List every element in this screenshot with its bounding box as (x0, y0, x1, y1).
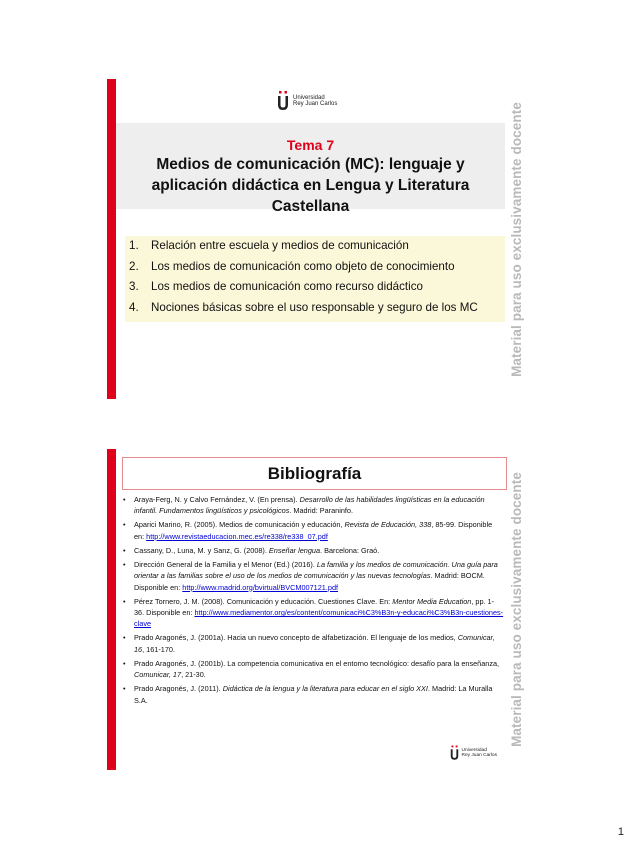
ref-text: . Madrid: La Muralla S.A. (134, 684, 493, 705)
slide-title: Medios de comunicación (MC): lenguaje y aplicación didáctica en Lengua y Literatura Castellana (151, 156, 470, 215)
logo-line-2: Rey Juan Carlos (461, 753, 497, 758)
topic-number: 4. (129, 300, 139, 314)
urjc-logo-icon (450, 745, 459, 761)
topic-number: 3. (129, 280, 139, 293)
reference-item (122, 683, 504, 706)
ref-text: , 85-99. Disponible en: (134, 520, 493, 541)
bullet: • (123, 495, 126, 504)
watermark-text: Material para uso exclusivamente docente (508, 472, 524, 747)
reference-item (122, 545, 504, 556)
ref-italic: Didáctica de la lengua y la literatura para educar en el siglo XXI (222, 684, 428, 694)
ref-text: Prado Aragonés, J. (2011). (134, 684, 223, 694)
ref-text: , 21-30. (181, 670, 206, 680)
reference-item (122, 596, 504, 630)
urjc-logo-icon (277, 91, 289, 111)
university-logo (277, 91, 337, 111)
logo-line-1: Universidad (461, 747, 487, 753)
topic-text: Los medios de comunicación como objeto de conocimiento (151, 259, 455, 273)
topic-number: 2. (129, 259, 139, 273)
reference-item (122, 494, 504, 517)
ref-link[interactable]: http://www.revistaeducacion.mec.es/re338/re338_07.pdf (146, 531, 328, 541)
reference-item (122, 519, 504, 542)
ref-link[interactable]: http://www.madrid.org/bvirtual/BVCM007121.pdf (182, 582, 339, 592)
ref-text: , 161-170. (142, 644, 175, 654)
ref-italic: Comunicar, 17 (134, 670, 182, 680)
topic-number: 1. (129, 239, 139, 252)
bullet: • (123, 633, 126, 643)
bullet: • (123, 596, 126, 606)
topic-text: Los medios de comunicación como recurso didáctico (151, 280, 423, 293)
topic-text: Nociones básicas sobre el uso responsable y seguro de los MC (151, 300, 478, 314)
ref-text: Pérez Tornero, J. M. (2008). Comunicación y educación. Cuestiones Clave. En: (134, 596, 393, 606)
ref-italic: Desarrollo de las habilidades lingüísticas en la educación infantil. Fundamentos lingüísticos y psicológicos (134, 495, 485, 516)
references-list (122, 494, 504, 709)
tema-label: Tema 7 (286, 137, 335, 153)
bullet: • (123, 545, 126, 555)
topics-list (125, 236, 505, 322)
ref-text: . Madrid: BOCM. Disponible en: (134, 571, 485, 592)
ref-italic: La familia y los medios de comunicación. Una guía para orientar a las familias sobre el uso de los medios de comunicación y las nuevas tecnologías (134, 559, 498, 581)
reference-item (122, 658, 504, 681)
watermark-vertical (505, 79, 527, 399)
ref-text: . Barcelona: Graó. (320, 545, 380, 555)
ref-text: Prado Aragonés, J. (2001b). La competencia comunicativa en el entorno tecnológico: desafío para la enseñanza, (134, 658, 500, 668)
slide-tema-7 (107, 79, 527, 399)
bibliography-title: Bibliografía (122, 457, 507, 490)
topic-text: Relación entre escuela y medios de comunicación (151, 239, 409, 252)
reference-item (122, 559, 504, 593)
watermark-text: Material para uso exclusivamente docente (508, 101, 524, 377)
ref-italic: Enseñar lengua (268, 545, 321, 555)
slide-bibliografia (107, 449, 527, 770)
ref-text: Dirección General de la Familia y el Menor (Ed.) (2016). (134, 559, 317, 569)
ref-italic: Comunicar, 16 (134, 633, 495, 654)
ref-link[interactable]: http://www.mediamentor.org/es/content/comunicaci%C3%B3n-y-educaci%C3%B3n-cuestiones-clave (134, 608, 504, 629)
topic-item (125, 277, 505, 298)
topic-item (125, 257, 505, 278)
ref-text: Cassany, D., Luna, M. y Sanz, G. (2008). (134, 545, 269, 555)
university-logo (450, 745, 497, 761)
topic-item (125, 236, 505, 257)
topic-item (125, 298, 505, 319)
title-box (116, 123, 505, 215)
bullet: • (123, 520, 126, 530)
watermark-vertical (505, 449, 527, 770)
ref-text: Prado Aragonés, J. (2001a). Hacia un nuevo concepto de alfabetización. El lenguaje de los medios, (134, 633, 458, 643)
bullet: • (123, 658, 126, 668)
ref-italic: Revista de Educación, 338 (344, 520, 432, 530)
ref-text: Aparici Marino, R. (2005). Medios de comunicación y educación, (134, 520, 345, 530)
page-number: 1 (617, 826, 624, 838)
ref-text: , pp. 1-36. Disponible en: (134, 596, 495, 618)
bullet: • (123, 684, 126, 694)
slide-red-bar (107, 79, 116, 399)
logo-line-2: Rey Juan Carlos (293, 101, 338, 107)
logo-line-1: Universidad (293, 94, 325, 101)
ref-text: . Madrid: Paraninfo. (289, 506, 354, 516)
bullet: • (123, 559, 126, 569)
slide-red-bar (107, 449, 116, 770)
reference-item (122, 632, 504, 655)
ref-italic: Mentor Media Education (392, 596, 472, 606)
ref-text: Araya-Ferg, N. y Calvo Fernández, V. (En prensa). (134, 495, 300, 504)
